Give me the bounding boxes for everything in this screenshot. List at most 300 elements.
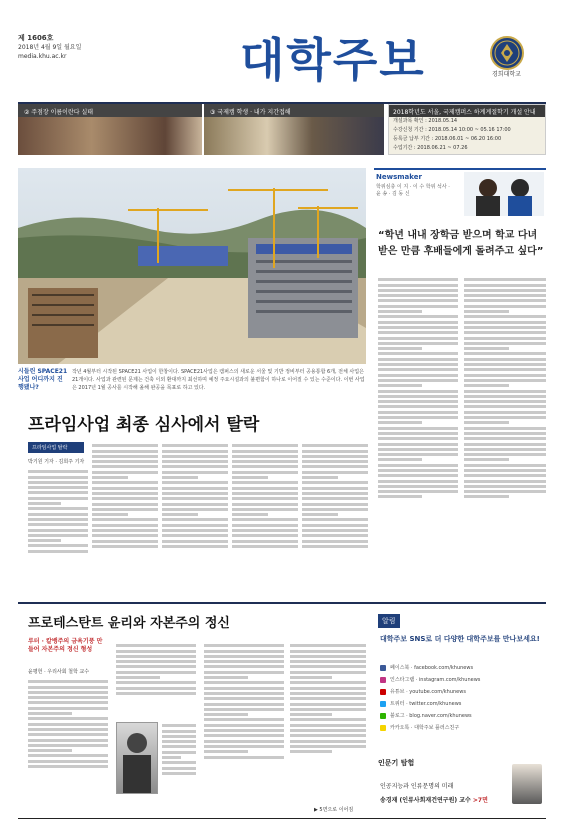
article2-column-4 xyxy=(290,642,366,802)
text-line xyxy=(92,481,158,484)
notice-line: 개설과목 확인 : 2018.05.14 xyxy=(393,118,458,124)
text-line xyxy=(378,400,458,403)
text-line xyxy=(464,390,546,393)
text-line xyxy=(378,347,422,350)
text-line xyxy=(92,534,158,537)
text-line xyxy=(162,508,228,511)
text-line xyxy=(464,427,546,430)
seal-label: 경희대학교 xyxy=(492,71,521,78)
text-line xyxy=(302,529,368,532)
text-line xyxy=(378,321,458,324)
column-page: >7면 xyxy=(472,797,488,804)
text-line xyxy=(204,729,284,732)
text-line xyxy=(28,523,88,526)
text-line xyxy=(378,368,458,371)
text-line xyxy=(28,707,108,710)
text-line xyxy=(232,545,298,548)
text-line xyxy=(28,502,61,505)
text-line xyxy=(378,374,458,377)
text-line xyxy=(92,455,158,458)
text-line xyxy=(378,405,458,408)
text-line xyxy=(302,455,368,458)
notice-box xyxy=(388,104,546,155)
text-line xyxy=(464,321,546,324)
text-line xyxy=(28,507,88,510)
text-line xyxy=(232,529,298,532)
text-line xyxy=(204,676,248,679)
article2-column-2 xyxy=(116,642,196,718)
text-line xyxy=(232,534,298,537)
text-line xyxy=(302,534,368,537)
text-line xyxy=(116,671,196,674)
facebook-icon xyxy=(380,665,386,671)
sns-link-twitter[interactable]: 트위터 · twitter.com/khunews xyxy=(380,700,461,710)
text-line xyxy=(92,524,158,527)
text-line xyxy=(28,691,108,694)
text-line xyxy=(162,745,196,748)
strip-photo-mid xyxy=(204,117,384,155)
kakao-icon xyxy=(380,725,386,731)
text-line xyxy=(204,713,248,716)
text-line xyxy=(204,671,284,674)
text-line xyxy=(290,750,332,753)
text-line xyxy=(290,671,366,674)
text-line xyxy=(232,455,298,458)
text-line xyxy=(204,750,248,753)
text-line xyxy=(28,728,108,731)
notice-line: 수업기간 : 2018.06.21 ~ 07.26 xyxy=(393,145,468,151)
text-line xyxy=(204,745,284,748)
text-line xyxy=(92,444,158,447)
text-line xyxy=(464,284,546,287)
text-line xyxy=(28,754,108,757)
text-line xyxy=(162,492,228,495)
text-line xyxy=(162,460,228,463)
text-line xyxy=(378,299,458,302)
text-line xyxy=(378,352,458,355)
text-line xyxy=(232,460,298,463)
text-line xyxy=(302,518,368,521)
text-line xyxy=(162,772,196,775)
text-line xyxy=(464,458,509,461)
strip-mid[interactable]: ③ 국제캠 학생 · 내가 지간접해 xyxy=(204,104,384,117)
newsmaker-sub: 학위심층 이 지 · 이 수 학위 석사 · 윤 송 · 김 동 신 xyxy=(376,184,450,197)
text-line xyxy=(162,529,228,532)
text-line xyxy=(116,692,196,695)
text-line xyxy=(116,665,196,668)
text-line xyxy=(378,331,458,334)
text-line xyxy=(92,508,158,511)
text-line xyxy=(302,487,368,490)
text-line xyxy=(232,492,298,495)
text-line xyxy=(464,305,546,308)
text-line xyxy=(464,374,546,377)
text-line xyxy=(162,724,196,727)
text-line xyxy=(28,539,61,542)
text-line xyxy=(302,508,368,511)
text-line xyxy=(162,740,196,743)
text-line xyxy=(378,379,458,382)
text-line xyxy=(464,400,546,403)
text-line xyxy=(92,529,158,532)
text-line xyxy=(464,490,546,493)
text-line xyxy=(464,379,546,382)
column-author[interactable]: 송경재 (인류사회재건연구원) 교수 >7면 xyxy=(380,797,488,804)
text-line xyxy=(464,485,546,488)
text-line xyxy=(378,284,458,287)
text-line xyxy=(232,444,298,447)
youtube-icon xyxy=(380,689,386,695)
continued-note[interactable]: ▶ 5면으로 이어짐 xyxy=(314,807,354,813)
text-line xyxy=(28,723,108,726)
text-line xyxy=(28,486,88,489)
caption-text: 작년 4월부터 시작된 SPACE21 사업이 한창이다. SPACE21사업은 캠퍼스의 새로운 서울 및 기반 정비부터 공용통합 6개, 전체 사업은 21개이다. 사업과 관련된 문제는 건축 이외 환대까지 최선하며 예정 주요시설과의 불편함이 하나로 이어질 수 있는 수준이다. 이번 사업은 2017년 1월 공사를 시작해 올해 완공을 목표로 하고 있다. xyxy=(72,369,365,391)
article2-red-headline: 루터 · 칼뱅주의 금욕기풍 만들어 자본주의 정신 형성 xyxy=(28,638,103,653)
text-line xyxy=(204,703,284,706)
text-line xyxy=(290,692,366,695)
article1-column-1 xyxy=(28,468,88,594)
text-line xyxy=(232,450,298,453)
text-line xyxy=(290,665,366,668)
text-line xyxy=(378,443,458,446)
text-line xyxy=(290,724,366,727)
text-line xyxy=(232,503,298,506)
portrait-photo xyxy=(116,722,158,794)
text-line xyxy=(92,450,158,453)
front-page xyxy=(8,6,556,821)
text-line xyxy=(290,650,366,653)
text-line xyxy=(162,518,228,521)
sidebar-heading: 알림 xyxy=(378,614,400,628)
text-line xyxy=(204,665,284,668)
text-line xyxy=(378,294,458,297)
text-line xyxy=(302,540,368,543)
text-line xyxy=(204,650,284,653)
article1-byline: 박기원 기자 · 김희주 기자 xyxy=(28,459,85,465)
text-line xyxy=(92,540,158,543)
text-line xyxy=(290,708,366,711)
text-line xyxy=(116,650,196,653)
text-line xyxy=(162,540,228,543)
notice-line: 수강신청 기간 : 2018.05.14 10:00 ~ 05.16 17:00 xyxy=(393,127,511,133)
text-line xyxy=(92,497,158,500)
text-line xyxy=(290,681,366,684)
newsmaker-column-2 xyxy=(464,276,546,596)
text-line xyxy=(290,718,366,721)
article1-box-label: 프라임사업 탈락 xyxy=(28,442,84,453)
text-line xyxy=(290,687,366,690)
text-line xyxy=(28,765,108,768)
text-line xyxy=(162,756,181,759)
text-line xyxy=(232,487,298,490)
text-line xyxy=(28,544,88,547)
text-line xyxy=(162,450,228,453)
text-line xyxy=(302,545,368,548)
text-line xyxy=(204,660,284,663)
text-line xyxy=(92,487,158,490)
text-line xyxy=(116,655,196,658)
text-line xyxy=(204,718,284,721)
text-line xyxy=(378,337,458,340)
text-line xyxy=(464,421,509,424)
text-line xyxy=(302,513,338,516)
text-line xyxy=(464,289,546,292)
text-line xyxy=(378,358,458,361)
text-line xyxy=(28,476,88,479)
text-line xyxy=(464,294,546,297)
text-line xyxy=(162,767,196,770)
article1-column-3 xyxy=(162,442,228,594)
text-line xyxy=(204,724,284,727)
notice-line: 등록금 납부 기간 : 2018.06.01 ~ 06.20 16:00 xyxy=(393,136,502,142)
text-line xyxy=(464,315,546,318)
text-line xyxy=(162,476,198,479)
text-line xyxy=(162,481,228,484)
text-line xyxy=(378,485,458,488)
text-line xyxy=(302,476,338,479)
issue-site: media.khu.ac.kr xyxy=(18,53,67,60)
text-line xyxy=(28,518,88,521)
text-line xyxy=(28,760,108,763)
text-line xyxy=(162,751,196,754)
portrait-caption xyxy=(162,722,196,798)
text-line xyxy=(464,469,546,472)
sns-link-kakao[interactable]: 카카오톡 · 대학주보 플러스친구 xyxy=(380,724,459,734)
issue-date: 2018년 4월 9일 월요일 xyxy=(18,44,82,51)
mid-rule xyxy=(18,602,546,604)
text-line xyxy=(116,660,196,663)
blog-icon xyxy=(380,713,386,719)
text-line xyxy=(378,490,458,493)
text-line xyxy=(204,644,284,647)
text-line xyxy=(92,471,158,474)
text-line xyxy=(204,687,284,690)
text-line xyxy=(204,681,284,684)
text-line xyxy=(92,492,158,495)
text-line xyxy=(378,315,458,318)
text-line xyxy=(464,326,546,329)
text-line xyxy=(464,368,546,371)
newsmaker-quote: “학년 내내 장학금 받으며 학교 다녀 받은 만큼 후배들에게 돌려주고 싶다” xyxy=(378,230,544,257)
article1-headline[interactable]: 프라임사업 최종 심사에서 탈락 xyxy=(28,415,260,435)
text-line xyxy=(302,503,368,506)
article2-column-3 xyxy=(204,642,284,814)
text-line xyxy=(28,701,108,704)
text-line xyxy=(378,474,458,477)
text-line xyxy=(28,550,88,553)
text-line xyxy=(302,465,368,468)
text-line xyxy=(92,518,158,521)
text-line xyxy=(232,476,268,479)
text-line xyxy=(464,331,546,334)
text-line xyxy=(378,326,458,329)
text-line xyxy=(464,310,509,313)
text-line xyxy=(378,363,458,366)
text-line xyxy=(378,421,422,424)
text-line xyxy=(464,432,546,435)
text-line xyxy=(290,703,366,706)
sns-link-instagram[interactable]: 인스타그램 · instagram.com/khunews xyxy=(380,676,480,686)
text-line xyxy=(464,474,546,477)
issue-number: 제 1606호 xyxy=(18,34,54,42)
text-line xyxy=(378,453,458,456)
text-line xyxy=(162,503,228,506)
notice-heading: 2018학년도 서울, 국제캠퍼스 하계계절학기 개설 안내 xyxy=(389,105,545,117)
text-line xyxy=(28,717,108,720)
text-line xyxy=(162,444,228,447)
text-line xyxy=(162,761,196,764)
text-line xyxy=(302,492,368,495)
sns-link-blog[interactable]: 블로그 · blog.naver.com/khunews xyxy=(380,712,472,722)
text-line xyxy=(232,471,298,474)
text-line xyxy=(116,681,196,684)
text-line xyxy=(162,455,228,458)
text-line xyxy=(464,358,546,361)
text-line xyxy=(290,655,366,658)
text-line xyxy=(378,395,458,398)
text-line xyxy=(204,697,284,700)
text-line xyxy=(232,481,298,484)
text-line xyxy=(162,471,228,474)
text-line xyxy=(92,545,158,548)
text-line xyxy=(232,540,298,543)
text-line xyxy=(116,644,196,647)
text-line xyxy=(464,384,509,387)
text-line xyxy=(290,745,366,748)
text-line xyxy=(464,347,509,350)
text-line xyxy=(378,278,458,281)
text-line xyxy=(232,513,268,516)
text-line xyxy=(162,735,196,738)
text-line xyxy=(464,411,546,414)
text-line xyxy=(464,342,546,345)
newsmaker-photo xyxy=(464,172,544,216)
text-line xyxy=(28,749,72,752)
text-line xyxy=(232,524,298,527)
text-line xyxy=(162,534,228,537)
article1-column-4 xyxy=(232,442,298,594)
article2-column-1 xyxy=(28,678,108,814)
issue-info xyxy=(18,34,81,61)
newsmaker-label: Newsmaker xyxy=(376,173,422,181)
text-line xyxy=(290,713,332,716)
text-line xyxy=(464,299,546,302)
text-line xyxy=(378,432,458,435)
text-line xyxy=(464,443,546,446)
strip-photo-left xyxy=(18,117,202,155)
text-line xyxy=(290,676,332,679)
university-seal-icon xyxy=(490,36,524,70)
text-line xyxy=(464,416,546,419)
text-line xyxy=(28,733,108,736)
text-line xyxy=(28,686,108,689)
text-line xyxy=(28,497,88,500)
text-line xyxy=(464,480,546,483)
text-line xyxy=(464,337,546,340)
text-line xyxy=(464,395,546,398)
text-line xyxy=(464,437,546,440)
text-line xyxy=(378,310,422,313)
text-line xyxy=(302,524,368,527)
text-line xyxy=(464,278,546,281)
newspaper-title: 대학주보 xyxy=(240,33,426,87)
text-line xyxy=(28,696,108,699)
text-line xyxy=(92,513,128,516)
text-line xyxy=(28,712,72,715)
text-line xyxy=(302,497,368,500)
text-line xyxy=(290,734,366,737)
article1-column-5 xyxy=(302,442,368,594)
text-line xyxy=(378,448,458,451)
text-line xyxy=(378,342,458,345)
text-line xyxy=(204,740,284,743)
text-line xyxy=(378,427,458,430)
text-line xyxy=(378,469,458,472)
newsmaker-column-1 xyxy=(378,276,458,596)
text-line xyxy=(162,545,228,548)
text-line xyxy=(92,460,158,463)
twitter-icon xyxy=(380,701,386,707)
strip-left[interactable]: ② 주점장 이름이란다 실태 xyxy=(18,104,202,117)
text-line xyxy=(28,529,88,532)
text-line xyxy=(28,491,88,494)
text-line xyxy=(378,289,458,292)
article1-column-2 xyxy=(92,442,158,594)
text-line xyxy=(464,448,546,451)
text-line xyxy=(378,464,458,467)
text-line xyxy=(302,481,368,484)
text-line xyxy=(464,405,546,408)
text-line xyxy=(162,497,228,500)
text-line xyxy=(302,471,368,474)
text-line xyxy=(290,697,366,700)
text-line xyxy=(378,437,458,440)
text-line xyxy=(232,508,298,511)
text-line xyxy=(378,458,422,461)
text-line xyxy=(204,708,284,711)
text-line xyxy=(302,460,368,463)
text-line xyxy=(378,305,458,308)
instagram-icon xyxy=(380,677,386,683)
text-line xyxy=(204,734,284,737)
text-line xyxy=(464,495,509,498)
text-line xyxy=(464,453,546,456)
text-line xyxy=(28,534,88,537)
text-line xyxy=(116,676,160,679)
column-sub: 인공지능과 인류문명의 미래 xyxy=(380,783,454,790)
text-line xyxy=(232,465,298,468)
text-line xyxy=(290,660,366,663)
text-line xyxy=(302,444,368,447)
article2-headline[interactable]: 프로테스탄트 윤리와 자본주의 정신 xyxy=(28,616,230,631)
sns-link-youtube[interactable]: 유튜브 · youtube.com/khunews xyxy=(380,688,466,698)
text-line xyxy=(92,476,128,479)
text-line xyxy=(378,495,422,498)
text-line xyxy=(464,352,546,355)
sns-link-facebook[interactable]: 페이스북 · facebook.com/khunews xyxy=(380,664,473,674)
text-line xyxy=(28,680,108,683)
text-line xyxy=(290,644,366,647)
masthead xyxy=(8,6,556,87)
text-line xyxy=(464,464,546,467)
text-line xyxy=(302,450,368,453)
text-line xyxy=(92,465,158,468)
text-line xyxy=(28,744,108,747)
text-line xyxy=(116,687,196,690)
text-line xyxy=(28,513,88,516)
text-line xyxy=(162,524,228,527)
text-line xyxy=(378,390,458,393)
